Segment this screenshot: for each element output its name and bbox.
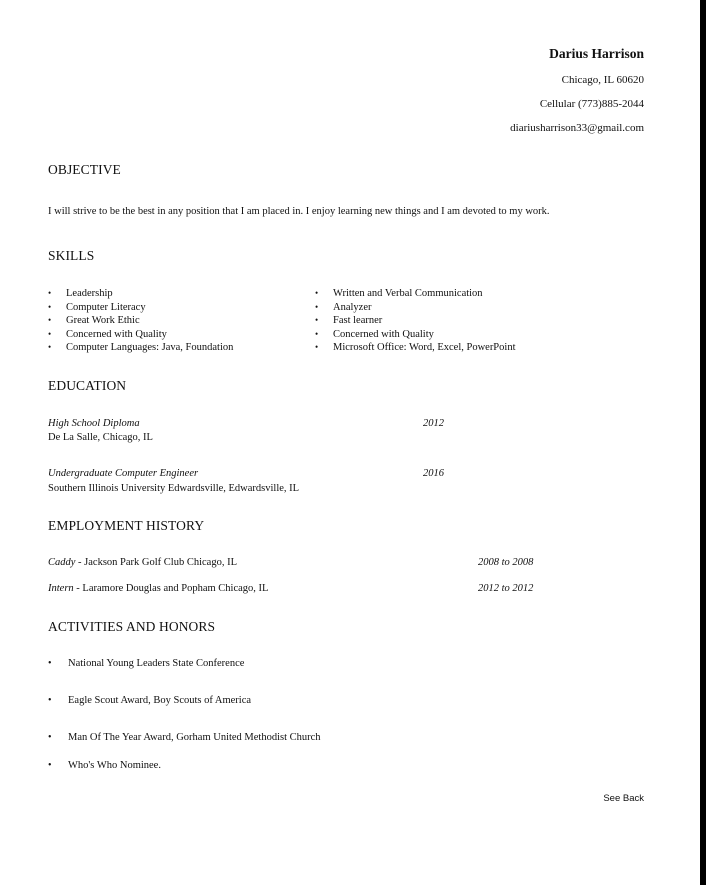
bullet-icon: • [315, 288, 319, 298]
bullet-icon: • [48, 342, 52, 353]
bullet-icon: • [48, 695, 52, 706]
employment-dates: 2008 to 2008 [478, 557, 534, 568]
education-school: De La Salle, Chicago, IL [48, 432, 153, 443]
skill-item: • Fast learner [315, 315, 383, 327]
bullet-icon: • [48, 760, 52, 771]
bullet-icon: • [315, 315, 319, 326]
bullet-icon: • [315, 342, 319, 353]
employment-entry: Caddy - Jackson Park Golf Club Chicago, IL [48, 557, 237, 568]
skill-item: • Computer Literacy [48, 301, 146, 313]
bullet-icon: • [48, 328, 52, 339]
skill-item: • Computer Languages: Java, Foundation [48, 342, 234, 354]
skill-item: • Microsoft Office: Word, Excel, PowerPoint [315, 342, 516, 354]
skill-item: • Concerned with Quality [48, 328, 167, 340]
employment-employer: Laramore Douglas and Popham Chicago, IL [82, 583, 269, 594]
location: Chicago, IL 60620 [561, 74, 644, 86]
employment-role: Intern [48, 583, 74, 594]
skills-heading: SKILLS [48, 248, 95, 263]
education-year: 2016 [423, 468, 444, 479]
education-year: 2012 [423, 418, 444, 429]
education-heading: EDUCATION [48, 378, 127, 393]
phone: Cellular (773)885-2044 [539, 98, 644, 110]
employment-heading: EMPLOYMENT HISTORY [48, 518, 205, 533]
email: diariusharrison33@gmail.com [510, 122, 644, 134]
education-school: Southern Illinois University Edwardsville, Edwardsville, IL [48, 483, 300, 494]
page-edge [700, 0, 706, 885]
employment-entry: Intern - Laramore Douglas and Popham Chicago, IL [48, 583, 269, 594]
activity-item: • Who's Who Nominee. [48, 760, 161, 771]
bullet-icon: • [48, 658, 52, 669]
bullet-icon: • [48, 288, 52, 298]
see-back-note: See Back [603, 793, 644, 804]
skill-item: • Great Work Ethic [48, 315, 140, 327]
education-degree: Undergraduate Computer Engineer [48, 468, 199, 479]
activity-item: • Eagle Scout Award, Boy Scouts of America [48, 695, 252, 706]
activity-item: • Man Of The Year Award, Gorham United Methodist Church [48, 732, 321, 743]
activity-item: • National Young Leaders State Conference [48, 658, 245, 669]
activities-heading: ACTIVITIES AND HONORS [48, 619, 216, 634]
employment-role: Caddy [48, 557, 76, 568]
bullet-icon: • [48, 301, 52, 312]
objective-text: I will strive to be the best in any position that I am placed in. I enjoy learning new things and I am devoted to my work. [48, 206, 550, 217]
skill-item: • Concerned with Quality [315, 328, 434, 340]
skill-item: • Leadership [48, 288, 113, 299]
objective-heading: OBJECTIVE [48, 162, 121, 177]
skill-item: • Written and Verbal Communication [315, 288, 483, 299]
skills-list-left [48, 287, 233, 355]
education-degree: High School Diploma [48, 418, 140, 429]
skills-list-right [315, 287, 515, 355]
resume-header [510, 46, 644, 146]
bullet-icon: • [315, 328, 319, 339]
employment-dates: 2012 to 2012 [478, 583, 534, 594]
applicant-name: Darius Harrison [549, 46, 644, 61]
bullet-icon: • [48, 315, 52, 326]
employment-employer: Jackson Park Golf Club Chicago, IL [84, 557, 237, 568]
bullet-icon: • [315, 301, 319, 312]
skill-item: • Analyzer [315, 301, 372, 313]
bullet-icon: • [48, 732, 52, 743]
